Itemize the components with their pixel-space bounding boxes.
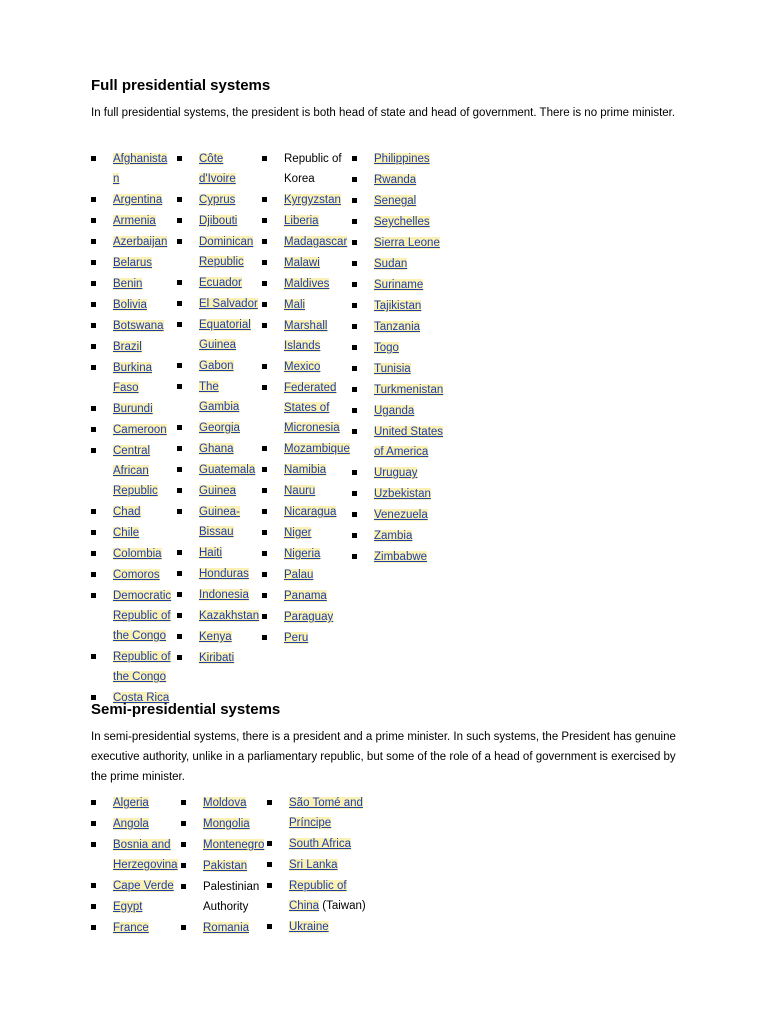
country-list-item[interactable] — [262, 211, 352, 231]
country-link[interactable]: Nauru — [284, 485, 316, 497]
country-link[interactable]: Kiribati — [199, 652, 235, 664]
country-list-item[interactable] — [91, 337, 177, 357]
country-list-item[interactable] — [91, 814, 181, 834]
country-link[interactable]: Algeria — [113, 797, 149, 809]
country-link[interactable]: Republic of — [113, 610, 171, 622]
country-list-item[interactable] — [262, 628, 352, 648]
country-note: (Taiwan) — [319, 900, 366, 912]
country-list-item[interactable] — [352, 380, 472, 400]
country-link[interactable]: Bissau — [199, 526, 234, 538]
country-link[interactable]: Príncipe — [289, 817, 332, 829]
country-list-item[interactable] — [91, 232, 177, 252]
country-list-item[interactable] — [352, 359, 472, 379]
country-link[interactable]: Sierra Leone — [374, 237, 440, 249]
country-link[interactable]: Panama — [284, 590, 327, 602]
country-link[interactable]: Republic — [199, 256, 244, 268]
country-list-item[interactable] — [91, 647, 177, 687]
country-label: Palestinian — [203, 881, 260, 893]
country-link[interactable]: Democratic — [113, 590, 172, 602]
country-link[interactable]: Seychelles — [374, 216, 430, 228]
country-list-item[interactable] — [352, 254, 472, 274]
country-link[interactable]: Uganda — [374, 405, 415, 417]
country-link[interactable]: Mexico — [284, 361, 321, 373]
country-list-item[interactable] — [181, 856, 267, 876]
country-link[interactable]: Pakistan — [203, 860, 248, 872]
country-link[interactable]: n — [113, 173, 120, 185]
country-link[interactable]: Costa Rica — [113, 692, 170, 704]
country-list-item[interactable] — [262, 502, 352, 522]
country-list-item[interactable] — [262, 253, 352, 273]
country-list-item[interactable] — [262, 586, 352, 606]
country-list-item[interactable] — [352, 191, 472, 211]
country-list-item[interactable] — [352, 484, 472, 504]
country-list-item[interactable] — [91, 544, 177, 564]
country-list-item[interactable] — [181, 793, 267, 813]
country-link[interactable]: Benin — [113, 278, 143, 290]
country-list-item[interactable] — [177, 273, 262, 293]
country-list-item — [262, 149, 352, 189]
country-link[interactable]: Faso — [113, 382, 139, 394]
country-link[interactable]: Romania — [203, 922, 250, 934]
country-link[interactable]: Ukraine — [289, 921, 329, 933]
country-link[interactable]: São Tomé and — [289, 797, 363, 809]
country-link[interactable]: Dominican — [199, 236, 254, 248]
country-list-item[interactable] — [262, 378, 352, 438]
country-list-item[interactable] — [177, 232, 262, 272]
country-link[interactable]: Colombia — [113, 548, 162, 560]
semi-presidential-list-col-3 — [267, 793, 397, 938]
country-list-item[interactable] — [91, 316, 177, 336]
country-list-item[interactable] — [91, 399, 177, 419]
country-list-item[interactable] — [262, 439, 352, 459]
country-list-item[interactable] — [262, 523, 352, 543]
country-list-item[interactable] — [352, 463, 472, 483]
country-link[interactable]: Botswana — [113, 320, 164, 332]
country-list-item[interactable] — [262, 295, 352, 315]
country-link[interactable]: Guinea — [199, 339, 237, 351]
country-link[interactable]: Uruguay — [374, 467, 418, 479]
country-list-item[interactable] — [177, 627, 262, 647]
country-link[interactable]: Ecuador — [199, 277, 242, 289]
country-link[interactable]: d'Ivoire — [199, 173, 236, 185]
country-list-item[interactable] — [177, 315, 262, 355]
country-link[interactable]: Belarus — [113, 257, 152, 269]
country-list-item[interactable] — [262, 274, 352, 294]
country-list-item[interactable] — [177, 606, 262, 626]
country-link[interactable]: Gambia — [199, 401, 240, 413]
country-list-item[interactable] — [267, 793, 397, 833]
country-link[interactable]: States of — [284, 402, 330, 414]
country-list-item[interactable] — [91, 586, 177, 646]
country-list-item[interactable] — [91, 149, 177, 189]
country-link[interactable]: Egypt — [113, 901, 143, 913]
country-link[interactable]: Peru — [284, 632, 309, 644]
country-list-item[interactable] — [91, 897, 181, 917]
country-link[interactable]: Cape Verde — [113, 880, 174, 892]
country-link[interactable]: the Congo — [113, 630, 167, 642]
country-list-item[interactable] — [267, 834, 397, 854]
country-list-item[interactable] — [352, 233, 472, 253]
country-link[interactable]: Guinea- — [199, 506, 240, 518]
country-link[interactable]: Kyrgyzstan — [284, 194, 341, 206]
semi-presidential-list-col-1 — [91, 793, 181, 939]
country-link[interactable]: Suriname — [374, 279, 424, 291]
country-list-item[interactable] — [91, 274, 177, 294]
country-list-item[interactable] — [262, 357, 352, 377]
country-list-item[interactable] — [352, 338, 472, 358]
full-presidential-list-col-3 — [262, 149, 352, 649]
country-link[interactable]: Venezuela — [374, 509, 428, 521]
country-list-item[interactable] — [177, 149, 262, 189]
semi-presidential-list-col-2 — [181, 793, 267, 939]
country-link[interactable]: Nicaragua — [284, 506, 337, 518]
country-link[interactable]: Angola — [113, 818, 149, 830]
country-list-item[interactable] — [91, 502, 177, 522]
full-presidential-list-col-2 — [177, 149, 262, 669]
country-link[interactable]: Moldova — [203, 797, 247, 809]
country-link[interactable]: Afghanista — [113, 153, 168, 165]
country-list-item[interactable] — [352, 505, 472, 525]
country-list-item[interactable] — [91, 420, 177, 440]
country-list-item[interactable] — [262, 316, 352, 356]
country-label: Korea — [284, 173, 315, 185]
country-list-item[interactable] — [262, 481, 352, 501]
country-link[interactable]: Kazakhstan — [199, 610, 260, 622]
country-list-item[interactable] — [262, 460, 352, 480]
country-list-item[interactable] — [267, 876, 397, 916]
country-list-item[interactable] — [177, 481, 262, 501]
country-list-item[interactable] — [177, 564, 262, 584]
country-list-item[interactable] — [91, 835, 181, 875]
country-link[interactable]: Uzbekistan — [374, 488, 431, 500]
country-list-item[interactable] — [181, 835, 267, 855]
country-list-item[interactable] — [262, 607, 352, 627]
country-list-item[interactable] — [177, 190, 262, 210]
country-link[interactable]: Micronesia — [284, 422, 340, 434]
country-list-item[interactable] — [352, 296, 472, 316]
country-link[interactable]: Malawi — [284, 257, 320, 269]
country-link[interactable]: Gabon — [199, 360, 234, 372]
country-link[interactable]: Mali — [284, 299, 306, 311]
country-link[interactable]: Chile — [113, 527, 140, 539]
country-link[interactable]: France — [113, 922, 149, 934]
country-list-item[interactable] — [352, 212, 472, 232]
country-link[interactable]: Islands — [284, 340, 321, 352]
country-list-item[interactable] — [91, 441, 177, 501]
country-list-item[interactable] — [352, 170, 472, 190]
country-list-item[interactable] — [177, 294, 262, 314]
country-list-item[interactable] — [91, 793, 181, 813]
country-link[interactable]: Senegal — [374, 195, 417, 207]
country-link[interactable]: Brazil — [113, 341, 142, 353]
country-link[interactable]: Togo — [374, 342, 399, 354]
country-link[interactable]: Tunisia — [374, 363, 411, 375]
country-link[interactable]: Mongolia — [203, 818, 250, 830]
country-list-item[interactable] — [177, 439, 262, 459]
country-link[interactable]: Honduras — [199, 568, 249, 580]
country-link[interactable]: Republic of — [113, 651, 171, 663]
country-link[interactable]: Federated — [284, 382, 337, 394]
country-link[interactable]: Montenegro — [203, 839, 265, 851]
country-link[interactable]: Central — [113, 445, 151, 457]
country-list-item[interactable] — [352, 401, 472, 421]
section-heading-semi-presidential: Semi-presidential systems — [91, 701, 281, 718]
country-link[interactable]: Comoros — [113, 569, 160, 581]
country-list-item[interactable] — [177, 585, 262, 605]
country-link[interactable]: Guatemala — [199, 464, 256, 476]
country-list-item[interactable] — [91, 918, 181, 938]
country-list-item[interactable] — [177, 377, 262, 417]
country-list-item[interactable] — [177, 648, 262, 668]
country-list-item[interactable] — [91, 190, 177, 210]
country-link[interactable]: Rwanda — [374, 174, 417, 186]
country-link[interactable]: Philippines — [374, 153, 430, 165]
country-link[interactable]: Republic of — [289, 880, 347, 892]
country-link[interactable]: Djibouti — [199, 215, 238, 227]
country-list-item[interactable] — [352, 526, 472, 546]
country-link[interactable]: Niger — [284, 527, 312, 539]
country-list-item — [181, 877, 267, 917]
semi-presidential-intro: In semi-presidential systems, there is a president and a prime minister. In such systems, the President has genuine executive authority, unlike in a parliamentary republic, but some of the role of a head of government is exercised by the prime minister. — [91, 731, 676, 783]
country-list-item[interactable] — [267, 917, 397, 937]
country-link[interactable]: Haiti — [199, 547, 223, 559]
country-list-item[interactable] — [177, 356, 262, 376]
country-link[interactable]: Armenia — [113, 215, 156, 227]
country-label: Authority — [203, 901, 249, 913]
country-list-item[interactable] — [91, 523, 177, 543]
country-link[interactable]: Madagascar — [284, 236, 348, 248]
section-heading-full-presidential: Full presidential systems — [91, 77, 271, 94]
country-list-item[interactable] — [177, 418, 262, 438]
country-link[interactable]: Paraguay — [284, 611, 334, 623]
country-list-item[interactable] — [181, 918, 267, 938]
country-label: Republic of — [284, 153, 342, 165]
country-list-item[interactable] — [91, 565, 177, 585]
country-list-item[interactable] — [267, 855, 397, 875]
country-link[interactable]: Bosnia and — [113, 839, 171, 851]
country-link[interactable]: South Africa — [289, 838, 352, 850]
country-list-item[interactable] — [91, 358, 177, 398]
country-link[interactable]: Zimbabwe — [374, 551, 428, 563]
country-list-item[interactable] — [352, 317, 472, 337]
country-list-item[interactable] — [262, 232, 352, 252]
country-link[interactable]: The — [199, 381, 219, 393]
country-link[interactable]: Guinea — [199, 485, 237, 497]
country-link[interactable]: Tanzania — [374, 321, 421, 333]
full-presidential-intro: In full presidential systems, the president is both head of state and head of government. There is no prime minister. — [91, 107, 676, 119]
country-link[interactable]: Cameroon — [113, 424, 167, 436]
country-link[interactable]: United States — [374, 426, 444, 438]
country-list-item[interactable] — [262, 565, 352, 585]
country-list-item[interactable] — [91, 253, 177, 273]
country-list-item[interactable] — [91, 211, 177, 231]
country-link[interactable]: Chad — [113, 506, 141, 518]
country-link[interactable]: Kenya — [199, 631, 232, 643]
country-link[interactable]: Sri Lanka — [289, 859, 338, 871]
full-presidential-list-col-1 — [91, 149, 177, 709]
country-list-item[interactable] — [177, 543, 262, 563]
country-list-item[interactable] — [91, 295, 177, 315]
country-list-item[interactable] — [352, 149, 472, 169]
country-link[interactable]: Maldives — [284, 278, 330, 290]
country-link[interactable]: Mozambique — [284, 443, 350, 455]
country-list-item[interactable] — [181, 814, 267, 834]
country-link[interactable]: Burkina — [113, 362, 152, 374]
country-link[interactable]: Bolivia — [113, 299, 147, 311]
country-link[interactable]: Liberia — [284, 215, 319, 227]
country-link[interactable]: Equatorial — [199, 319, 251, 331]
country-link[interactable]: Georgia — [199, 422, 240, 434]
country-link[interactable]: China — [289, 900, 320, 912]
country-list-item[interactable] — [352, 422, 472, 462]
country-list-item[interactable] — [262, 190, 352, 210]
country-link[interactable]: of America — [374, 446, 429, 458]
country-link[interactable]: Republic — [113, 485, 158, 497]
country-list-item[interactable] — [177, 502, 262, 542]
country-link[interactable]: Indonesia — [199, 589, 249, 601]
country-list-item[interactable] — [91, 876, 181, 896]
country-list-item[interactable] — [262, 544, 352, 564]
country-link[interactable]: Argentina — [113, 194, 163, 206]
country-link[interactable]: Sudan — [374, 258, 408, 270]
country-link[interactable]: African — [113, 465, 149, 477]
country-link[interactable]: Turkmenistan — [374, 384, 444, 396]
country-link[interactable]: Cyprus — [199, 194, 236, 206]
country-list-item[interactable] — [177, 211, 262, 231]
country-link[interactable]: Herzegovina — [113, 859, 178, 871]
country-link[interactable]: Ghana — [199, 443, 234, 455]
country-link[interactable]: Zambia — [374, 530, 413, 542]
country-link[interactable]: Palau — [284, 569, 314, 581]
country-link[interactable]: Azerbaijan — [113, 236, 168, 248]
country-link[interactable]: Burundi — [113, 403, 153, 415]
country-link[interactable]: Côte — [199, 153, 224, 165]
country-link[interactable]: El Salvador — [199, 298, 258, 310]
country-link[interactable]: Nigeria — [284, 548, 321, 560]
country-link[interactable]: Tajikistan — [374, 300, 422, 312]
country-link[interactable]: the Congo — [113, 671, 167, 683]
country-list-item[interactable] — [352, 275, 472, 295]
full-presidential-list-col-4 — [352, 149, 472, 568]
country-link[interactable]: Namibia — [284, 464, 327, 476]
country-link[interactable]: Marshall — [284, 320, 328, 332]
country-list-item[interactable] — [177, 460, 262, 480]
country-list-item[interactable] — [352, 547, 472, 567]
